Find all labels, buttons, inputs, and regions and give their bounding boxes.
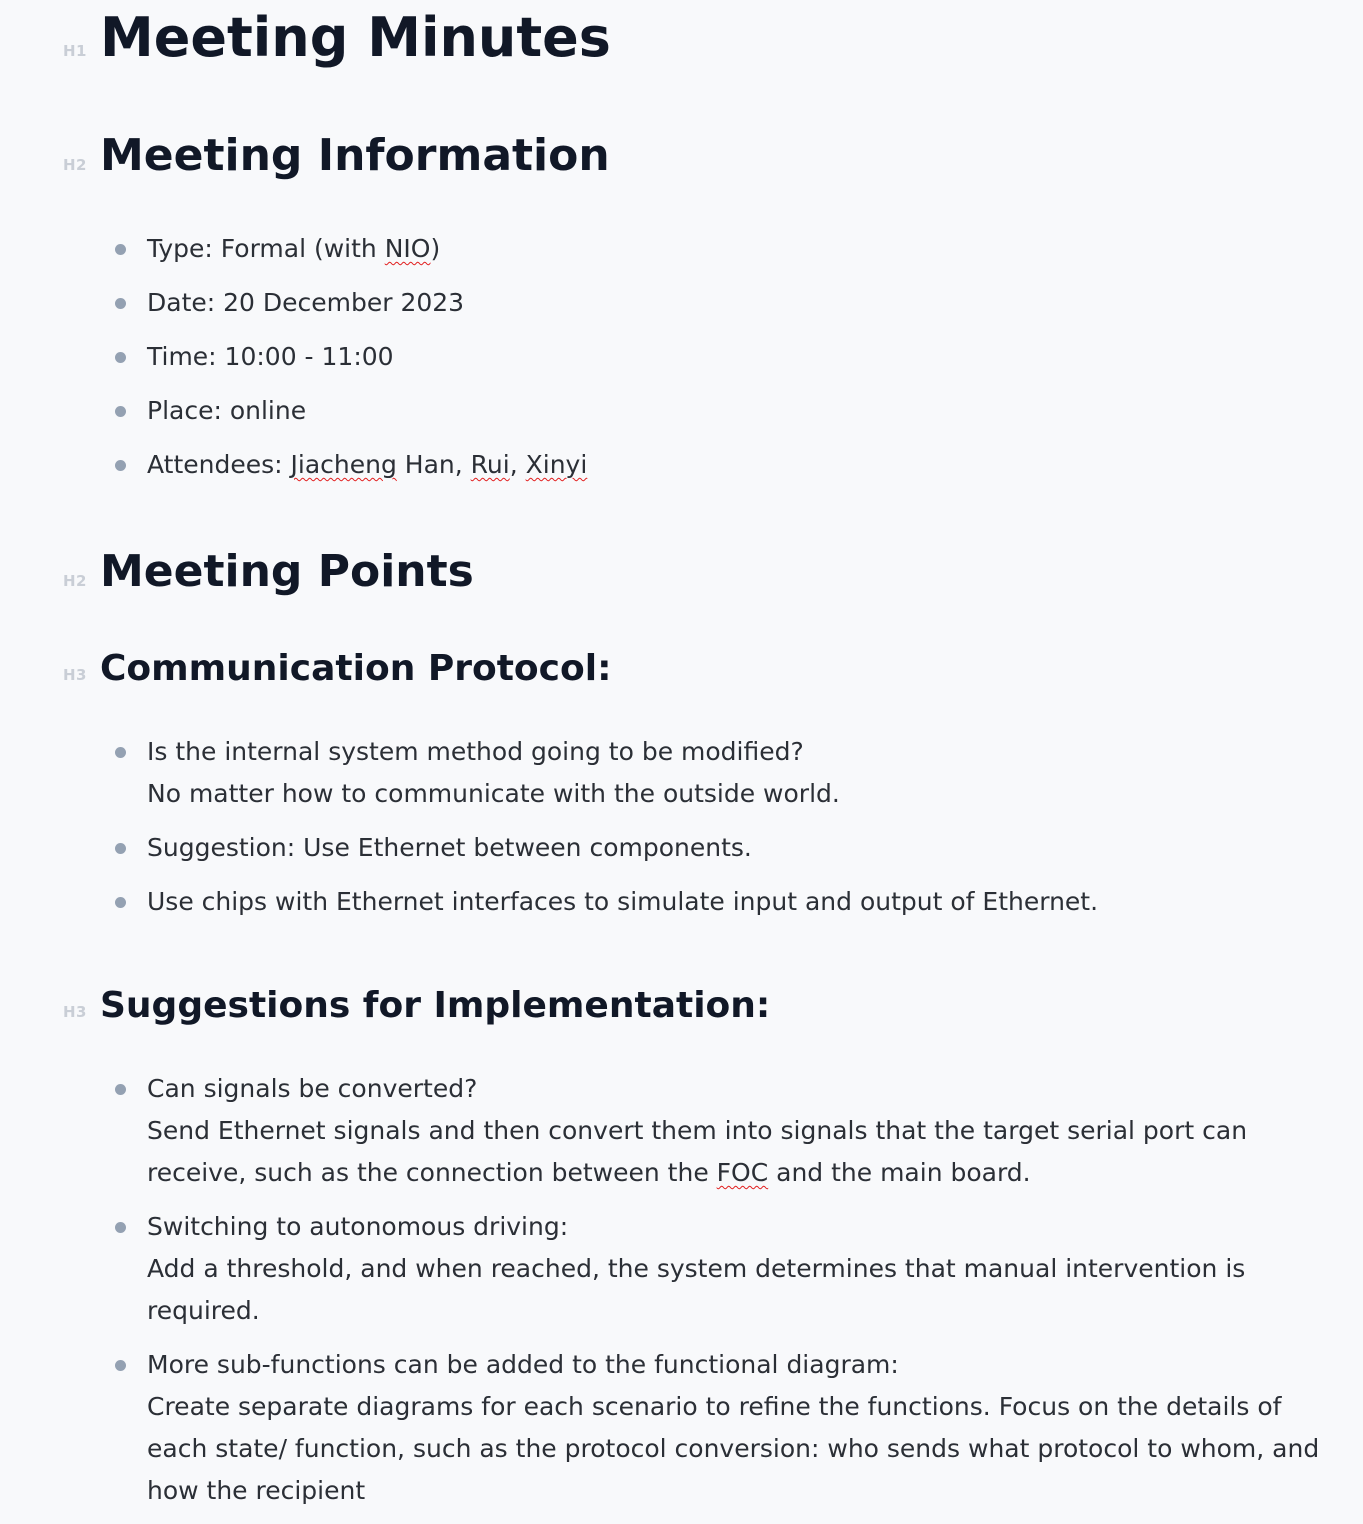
bullet-icon xyxy=(115,298,126,309)
list-item-place[interactable]: Place: online xyxy=(0,390,1363,432)
communication-protocol-title[interactable]: Communication Protocol: xyxy=(100,648,612,689)
list-item[interactable]: Use chips with Ethernet interfaces to simulate input and output of Ethernet. xyxy=(0,881,1363,923)
misspelled-word[interactable]: Xinyi xyxy=(525,450,588,479)
communication-protocol-heading[interactable] xyxy=(0,648,611,689)
list-item[interactable]: More sub-functions can be added to the functional diagram: Create separate diagrams for each scenario to refine the functions. Focus on the details of each state/ function, such as the protocol conversion: who sends what protocol to whom, and how the recipient xyxy=(0,1344,1363,1512)
h3-marker: H3 xyxy=(63,666,87,684)
bullet-icon xyxy=(115,460,126,471)
bullet-icon xyxy=(115,244,126,255)
list-item-date[interactable]: Date: 20 December 2023 xyxy=(0,282,1363,324)
page-title[interactable]: Meeting Minutes xyxy=(100,6,611,69)
bullet-icon xyxy=(115,352,126,363)
bullet-icon xyxy=(115,747,126,758)
meeting-points-title[interactable]: Meeting Points xyxy=(100,546,474,597)
list-item[interactable]: Is the internal system method going to be modified? No matter how to communicate with the outside world. xyxy=(0,731,1363,815)
misspelled-word[interactable]: Jiacheng xyxy=(290,450,397,479)
list-item[interactable]: Suggestion: Use Ethernet between components. xyxy=(0,827,1363,869)
list-item[interactable]: Can signals be converted? Send Ethernet signals and then convert them into signals that the target serial port can receive, such as the connection between the FOC and the main board. xyxy=(0,1068,1363,1194)
suggestions-list xyxy=(0,1068,1363,1524)
list-item-type[interactable]: Type: Formal (with NIO) xyxy=(0,228,1363,270)
h3-marker: H3 xyxy=(63,1003,87,1021)
bullet-icon xyxy=(115,843,126,854)
bullet-icon xyxy=(115,1222,126,1233)
meeting-information-list xyxy=(0,228,1363,498)
meeting-points-heading[interactable] xyxy=(0,546,474,597)
bullet-icon xyxy=(115,406,126,417)
meeting-information-heading[interactable] xyxy=(0,130,610,181)
list-item-attendees[interactable]: Attendees: Jiacheng Han, Rui, Xinyi xyxy=(0,444,1363,486)
meeting-information-title[interactable]: Meeting Information xyxy=(100,130,610,181)
misspelled-word[interactable]: Rui xyxy=(470,450,510,479)
bullet-icon xyxy=(115,897,126,908)
bullet-icon xyxy=(115,1084,126,1095)
list-item-time[interactable]: Time: 10:00 - 11:00 xyxy=(0,336,1363,378)
bullet-icon xyxy=(115,1360,126,1371)
communication-protocol-list xyxy=(0,731,1363,935)
suggestions-title[interactable]: Suggestions for Implementation: xyxy=(100,985,771,1026)
h2-marker: H2 xyxy=(63,572,87,590)
suggestions-heading[interactable] xyxy=(0,985,770,1026)
title-heading[interactable] xyxy=(0,6,611,69)
h1-marker: H1 xyxy=(63,42,87,60)
h2-marker: H2 xyxy=(63,156,87,174)
misspelled-word[interactable]: FOC xyxy=(716,1158,769,1187)
misspelled-word[interactable]: NIO xyxy=(384,234,431,263)
list-item[interactable]: Switching to autonomous driving: Add a threshold, and when reached, the system determines that manual intervention is required. xyxy=(0,1206,1363,1332)
